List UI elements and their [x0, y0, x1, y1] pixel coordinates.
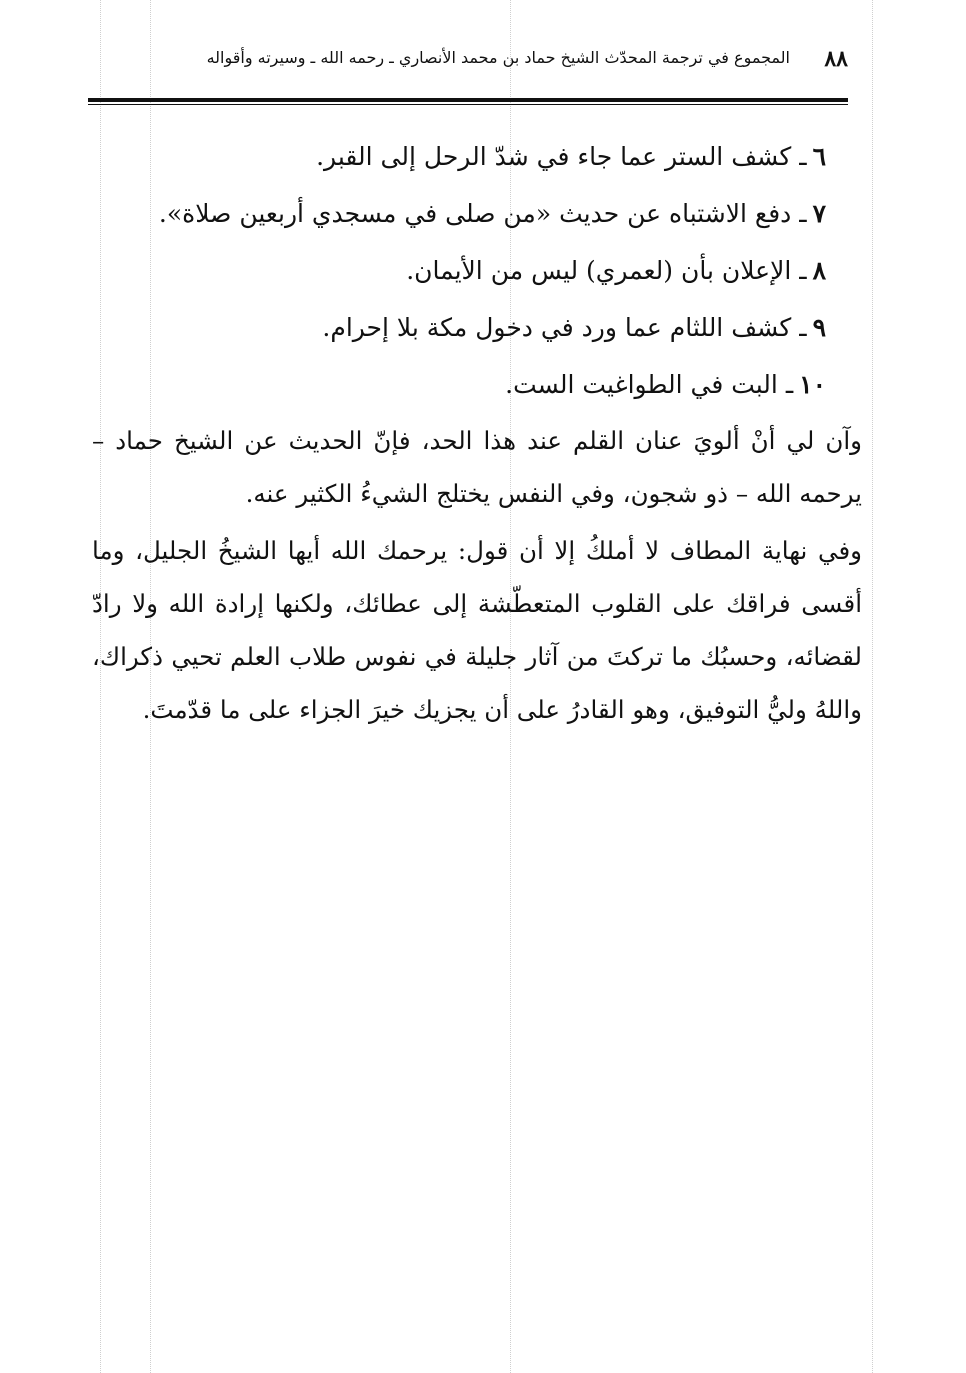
list-item-title: ـ دفع الاشتباه عن حديث «من صلى في مسجدي أربعين صلاة». — [158, 199, 807, 228]
page-header — [88, 40, 848, 80]
running-title: المجموع في ترجمة المحدّث الشيخ حماد بن محمد الأنصاري ـ رحمه الله ـ وسيرته وأقواله — [206, 48, 790, 67]
list-item — [136, 356, 826, 413]
page-number: ٨٨ — [824, 46, 848, 72]
header-rule-thin — [88, 104, 848, 105]
list-item-title: ـ كشف الستر عما جاء في شدّ الرحل إلى القبر. — [316, 142, 807, 171]
book-list — [136, 128, 826, 413]
header-rule-thick — [88, 98, 848, 102]
list-item-number: ٦ — [812, 142, 826, 171]
list-item-number: ٧ — [812, 199, 826, 228]
list-item — [136, 299, 826, 356]
scan-artifact-line — [872, 0, 873, 1373]
list-item-number: ١٠ — [799, 370, 826, 399]
list-item — [136, 185, 826, 242]
list-item-number: ٨ — [812, 256, 826, 285]
list-item — [136, 128, 826, 185]
body-paragraph: وفي نهاية المطاف لا أملكُ إلا أن قول: يرحمك الله أيها الشيخُ الجليل، وما أقسى فراقك على القلوب المتعطّشة إلى عطائك، ولكنها إرادة الله ولا رادّ لقضائه، وحسبُك ما تركتَ من آثار جليلة في نفوس طلاب العلم تحيي ذكراك، واللهُ وليُّ التوفيق، وهو القادرُ على أن يجزيك خيرَ الجزاء على ما قدّمتَ. — [92, 536, 862, 724]
list-item-title: ـ كشف اللثام عما ورد في دخول مكة بلا إحرام. — [322, 313, 807, 342]
list-item-number: ٩ — [812, 313, 826, 342]
body-paragraph: وآن لي أنْ ألويَ عنان القلم عند هذا الحد، فإنّ الحديث عن الشيخ حماد – يرحمه الله – ذو شجون، وفي النفس يختلج الشيءُ الكثير عنه. — [92, 426, 862, 508]
list-item-title: ـ الإعلان بأن (لعمري) ليس من الأيمان. — [406, 256, 807, 285]
list-item — [136, 242, 826, 299]
list-item-title: ـ البت في الطواغيت الست. — [505, 370, 794, 399]
